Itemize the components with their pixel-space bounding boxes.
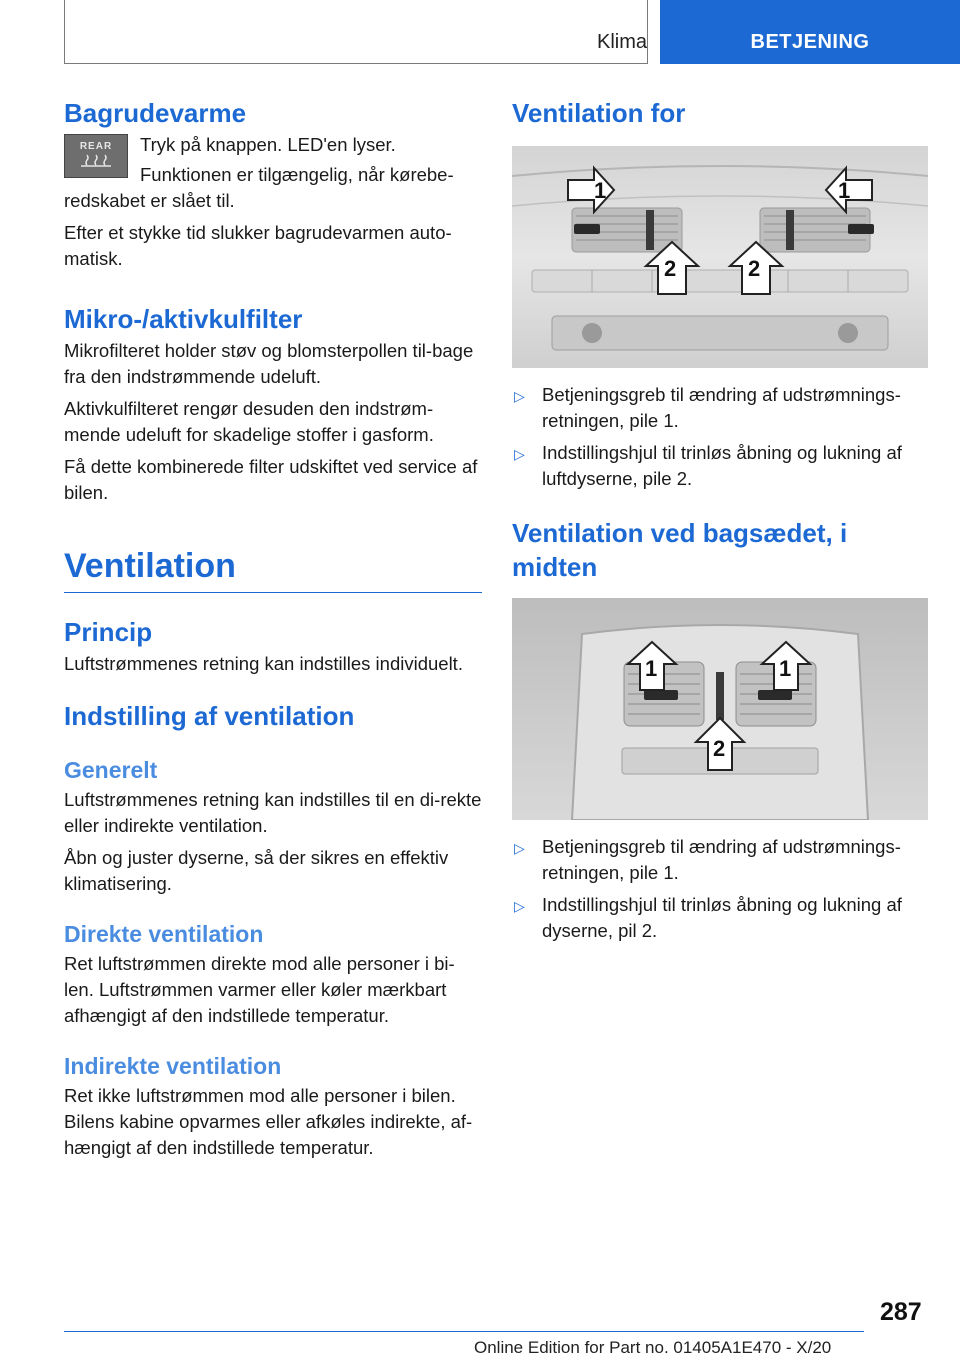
header-frame [64, 0, 648, 64]
footer-edition: Online Edition for Part no. 01405A1E470 - X/20 [474, 1338, 832, 1357]
bagrudevarme-p1: Tryk på knappen. LED'en lyser. [140, 134, 396, 155]
section-title: Klima [596, 31, 647, 53]
ventilation-title-block [64, 544, 482, 593]
princip-p1: Luftstrømmenes retning kan indstilles individuelt. [64, 653, 463, 674]
bagrudevarme-p2b: redskabet er slået til. [64, 190, 235, 211]
triangle-bullet-icon: ▷ [514, 840, 525, 856]
front-vents-photo [512, 146, 928, 368]
front-arrow-1-right: 1 [838, 178, 851, 203]
page-number: 287 [880, 1298, 922, 1326]
filter-p1: Mikrofilteret holder støv og blomsterpollen til-bage fra den indstrømmende udeluft. [64, 340, 474, 387]
filter-heading: Mikro-/aktivkulfilter [64, 304, 303, 334]
bagrudevarme-block [64, 132, 482, 272]
rear-vents-photo [512, 598, 928, 820]
rear-arrow-1-right: 1 [779, 656, 792, 681]
front-vent-list [512, 382, 928, 492]
front-arrow-2-left: 2 [664, 256, 677, 281]
defrost-waves-icon [65, 152, 127, 170]
list-item: ▷ Betjeningsgreb til ændring af udstrømnings-retningen, pile 1. [514, 836, 901, 883]
rear-arrow-2: 2 [713, 736, 726, 761]
generelt-p2: Åbn og juster dyserne, så der sikres en effektiv klimatisering. [64, 847, 449, 894]
bagrudevarme-heading: Bagrudevarme [64, 98, 247, 128]
generelt-heading: Generelt [64, 757, 158, 783]
rear-vent-list [512, 834, 928, 944]
triangle-bullet-icon: ▷ [514, 446, 525, 462]
generelt-p1: Luftstrømmenes retning kan indstilles til en di-rekte eller indirekte ventilation. [64, 789, 482, 836]
triangle-bullet-icon: ▷ [514, 388, 525, 404]
filter-p2: Aktivkulfilteret rengør desuden den indstrøm-mende udeluft for skadelige stoffer i gasform. [64, 398, 434, 445]
ventilation-heading: Ventilation [64, 547, 236, 585]
list-item: ▷ Indstillingshjul til trinløs åbning og lukning af luftdyserne, pile 2. [514, 442, 902, 489]
left-column [64, 96, 482, 1161]
filter-p3: Få dette kombinerede filter udskiftet ved service af bilen. [64, 456, 478, 503]
princip-heading: Princip [64, 617, 153, 647]
bagrudevarme-p2a: Funktionen er tilgængelig, når kørebe- [140, 164, 454, 185]
front-vent-heading: Ventilation for [512, 98, 686, 128]
indirekte-p1: Ret ikke luftstrømmen mod alle personer i bilen. Bilens kabine opvarmes eller afkøles indirekte, af-hængigt af den indstillede temperatur. [64, 1085, 473, 1158]
direkte-heading: Direkte ventilation [64, 921, 264, 947]
direkte-p1: Ret luftstrømmen direkte mod alle personer i bi-len. Luftstrømmen varmer eller køler mærkbart afhængigt af den indstillede temperatur. [64, 953, 455, 1026]
right-column [512, 96, 928, 944]
front-arrow-1-left: 1 [594, 178, 607, 203]
list-item: ▷ Indstillingshjul til trinløs åbning og lukning af dyserne, pil 2. [514, 894, 902, 941]
rear-arrow-1-left: 1 [645, 656, 658, 681]
front-arrow-2-right: 2 [748, 256, 761, 281]
rear-defrost-icon-label: REAR [79, 141, 113, 152]
rear-vent-heading: Ventilation ved bagsædet, i midten [512, 518, 848, 582]
indirekte-heading: Indirekte ventilation [64, 1053, 282, 1079]
triangle-bullet-icon: ▷ [514, 898, 525, 914]
rear-defrost-icon [64, 134, 128, 178]
chapter-tab: BETJENING [660, 0, 960, 64]
footer-rule [64, 1331, 864, 1332]
list-item: ▷ Betjeningsgreb til ændring af udstrømnings-retningen, pile 1. [514, 384, 901, 431]
indstilling-heading: Indstilling af ventilation [64, 701, 355, 731]
bagrudevarme-p3: Efter et stykke tid slukker bagrudevarmen auto-matisk. [64, 222, 452, 269]
